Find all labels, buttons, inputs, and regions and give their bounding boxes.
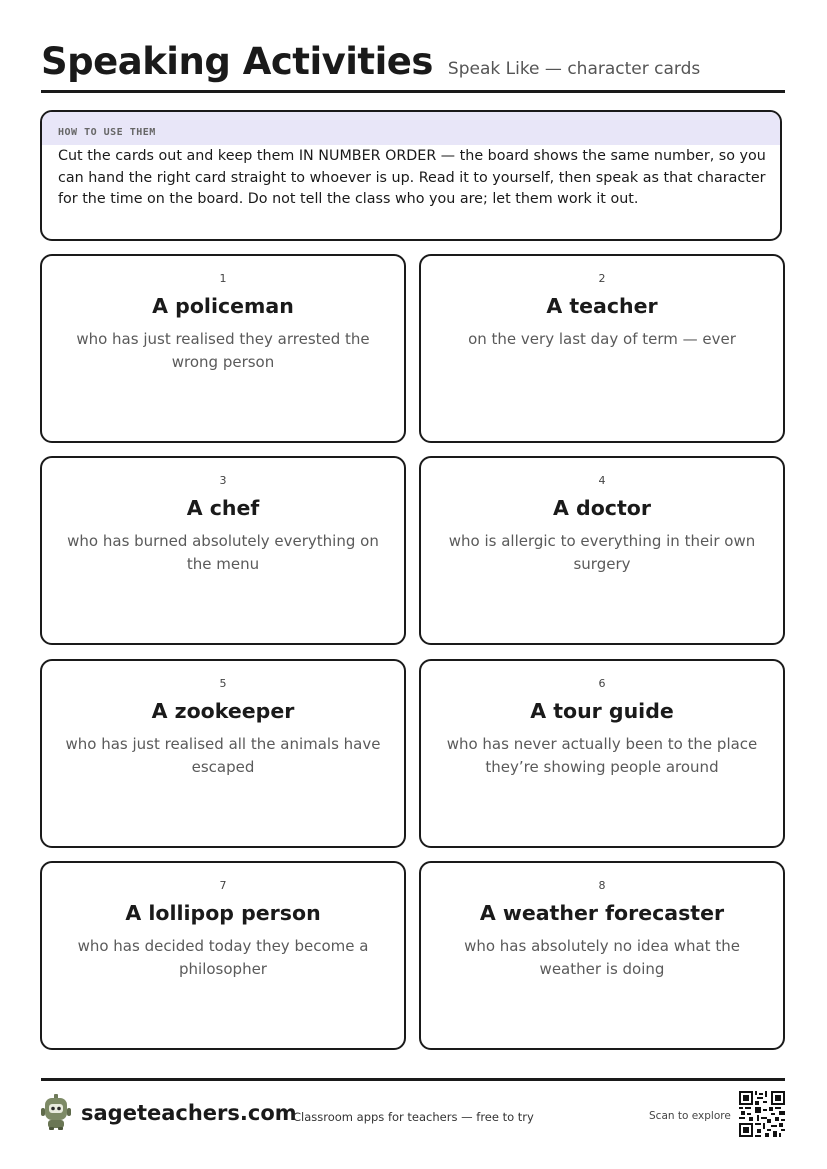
page-title: Speaking Activities <box>41 40 433 83</box>
card-description: on the very last day of term — ever <box>468 330 736 348</box>
page-subtitle: Speak Like — character cards <box>447 59 701 79</box>
card-number: 2 <box>598 272 606 285</box>
character-card <box>40 254 406 443</box>
card-number: 7 <box>219 879 227 892</box>
card-number: 4 <box>598 474 606 487</box>
card-title: A doctor <box>553 496 651 520</box>
site-name[interactable]: sageteachers.com <box>81 1101 297 1125</box>
card-title: A lollipop person <box>125 901 321 925</box>
robot-mascot-icon <box>41 1094 71 1130</box>
card-description: who has just realised they arrested the wrong person <box>76 330 370 371</box>
card-title: A chef <box>186 496 260 520</box>
page-footer <box>41 1090 785 1140</box>
qr-code-icon[interactable] <box>739 1091 785 1137</box>
how-to-heading: HOW TO USE THEM <box>42 112 780 145</box>
footer-tagline: Classroom apps for teachers — free to try <box>293 1110 534 1124</box>
card-number: 8 <box>598 879 606 892</box>
card-title: A policeman <box>152 294 294 318</box>
card-number: 1 <box>219 272 227 285</box>
card-description: who has decided today they become a philosopher <box>77 937 369 978</box>
character-card <box>419 254 785 443</box>
card-description: who is allergic to everything in their own surgery <box>448 532 756 573</box>
how-to-box <box>40 110 782 241</box>
card-description: who has just realised all the animals have escaped <box>65 735 381 776</box>
footer-divider <box>41 1078 785 1081</box>
scan-label: Scan to explore <box>649 1110 731 1122</box>
card-description: who has burned absolutely everything on the menu <box>67 532 379 573</box>
character-card <box>419 659 785 848</box>
card-number: 3 <box>219 474 227 487</box>
page-header <box>41 38 785 93</box>
card-title: A zookeeper <box>151 699 295 723</box>
card-description: who has never actually been to the place they’re showing people around <box>446 735 758 776</box>
how-to-body: Cut the cards out and keep them IN NUMBER ORDER — the board shows the same number, so you can hand the right card straight to whoever is up. Read it to yourself, then speak as that character for the time on the board. Do not tell the class who you are; let them work it out. <box>58 148 766 207</box>
card-number: 5 <box>219 677 227 690</box>
character-card <box>40 861 406 1050</box>
character-card <box>419 861 785 1050</box>
card-title: A teacher <box>546 294 658 318</box>
character-card <box>40 659 406 848</box>
character-card <box>419 456 785 645</box>
card-title: A tour guide <box>530 699 674 723</box>
character-card <box>40 456 406 645</box>
card-description: who has absolutely no idea what the weather is doing <box>464 937 740 978</box>
card-number: 6 <box>598 677 606 690</box>
card-title: A weather forecaster <box>479 901 725 925</box>
